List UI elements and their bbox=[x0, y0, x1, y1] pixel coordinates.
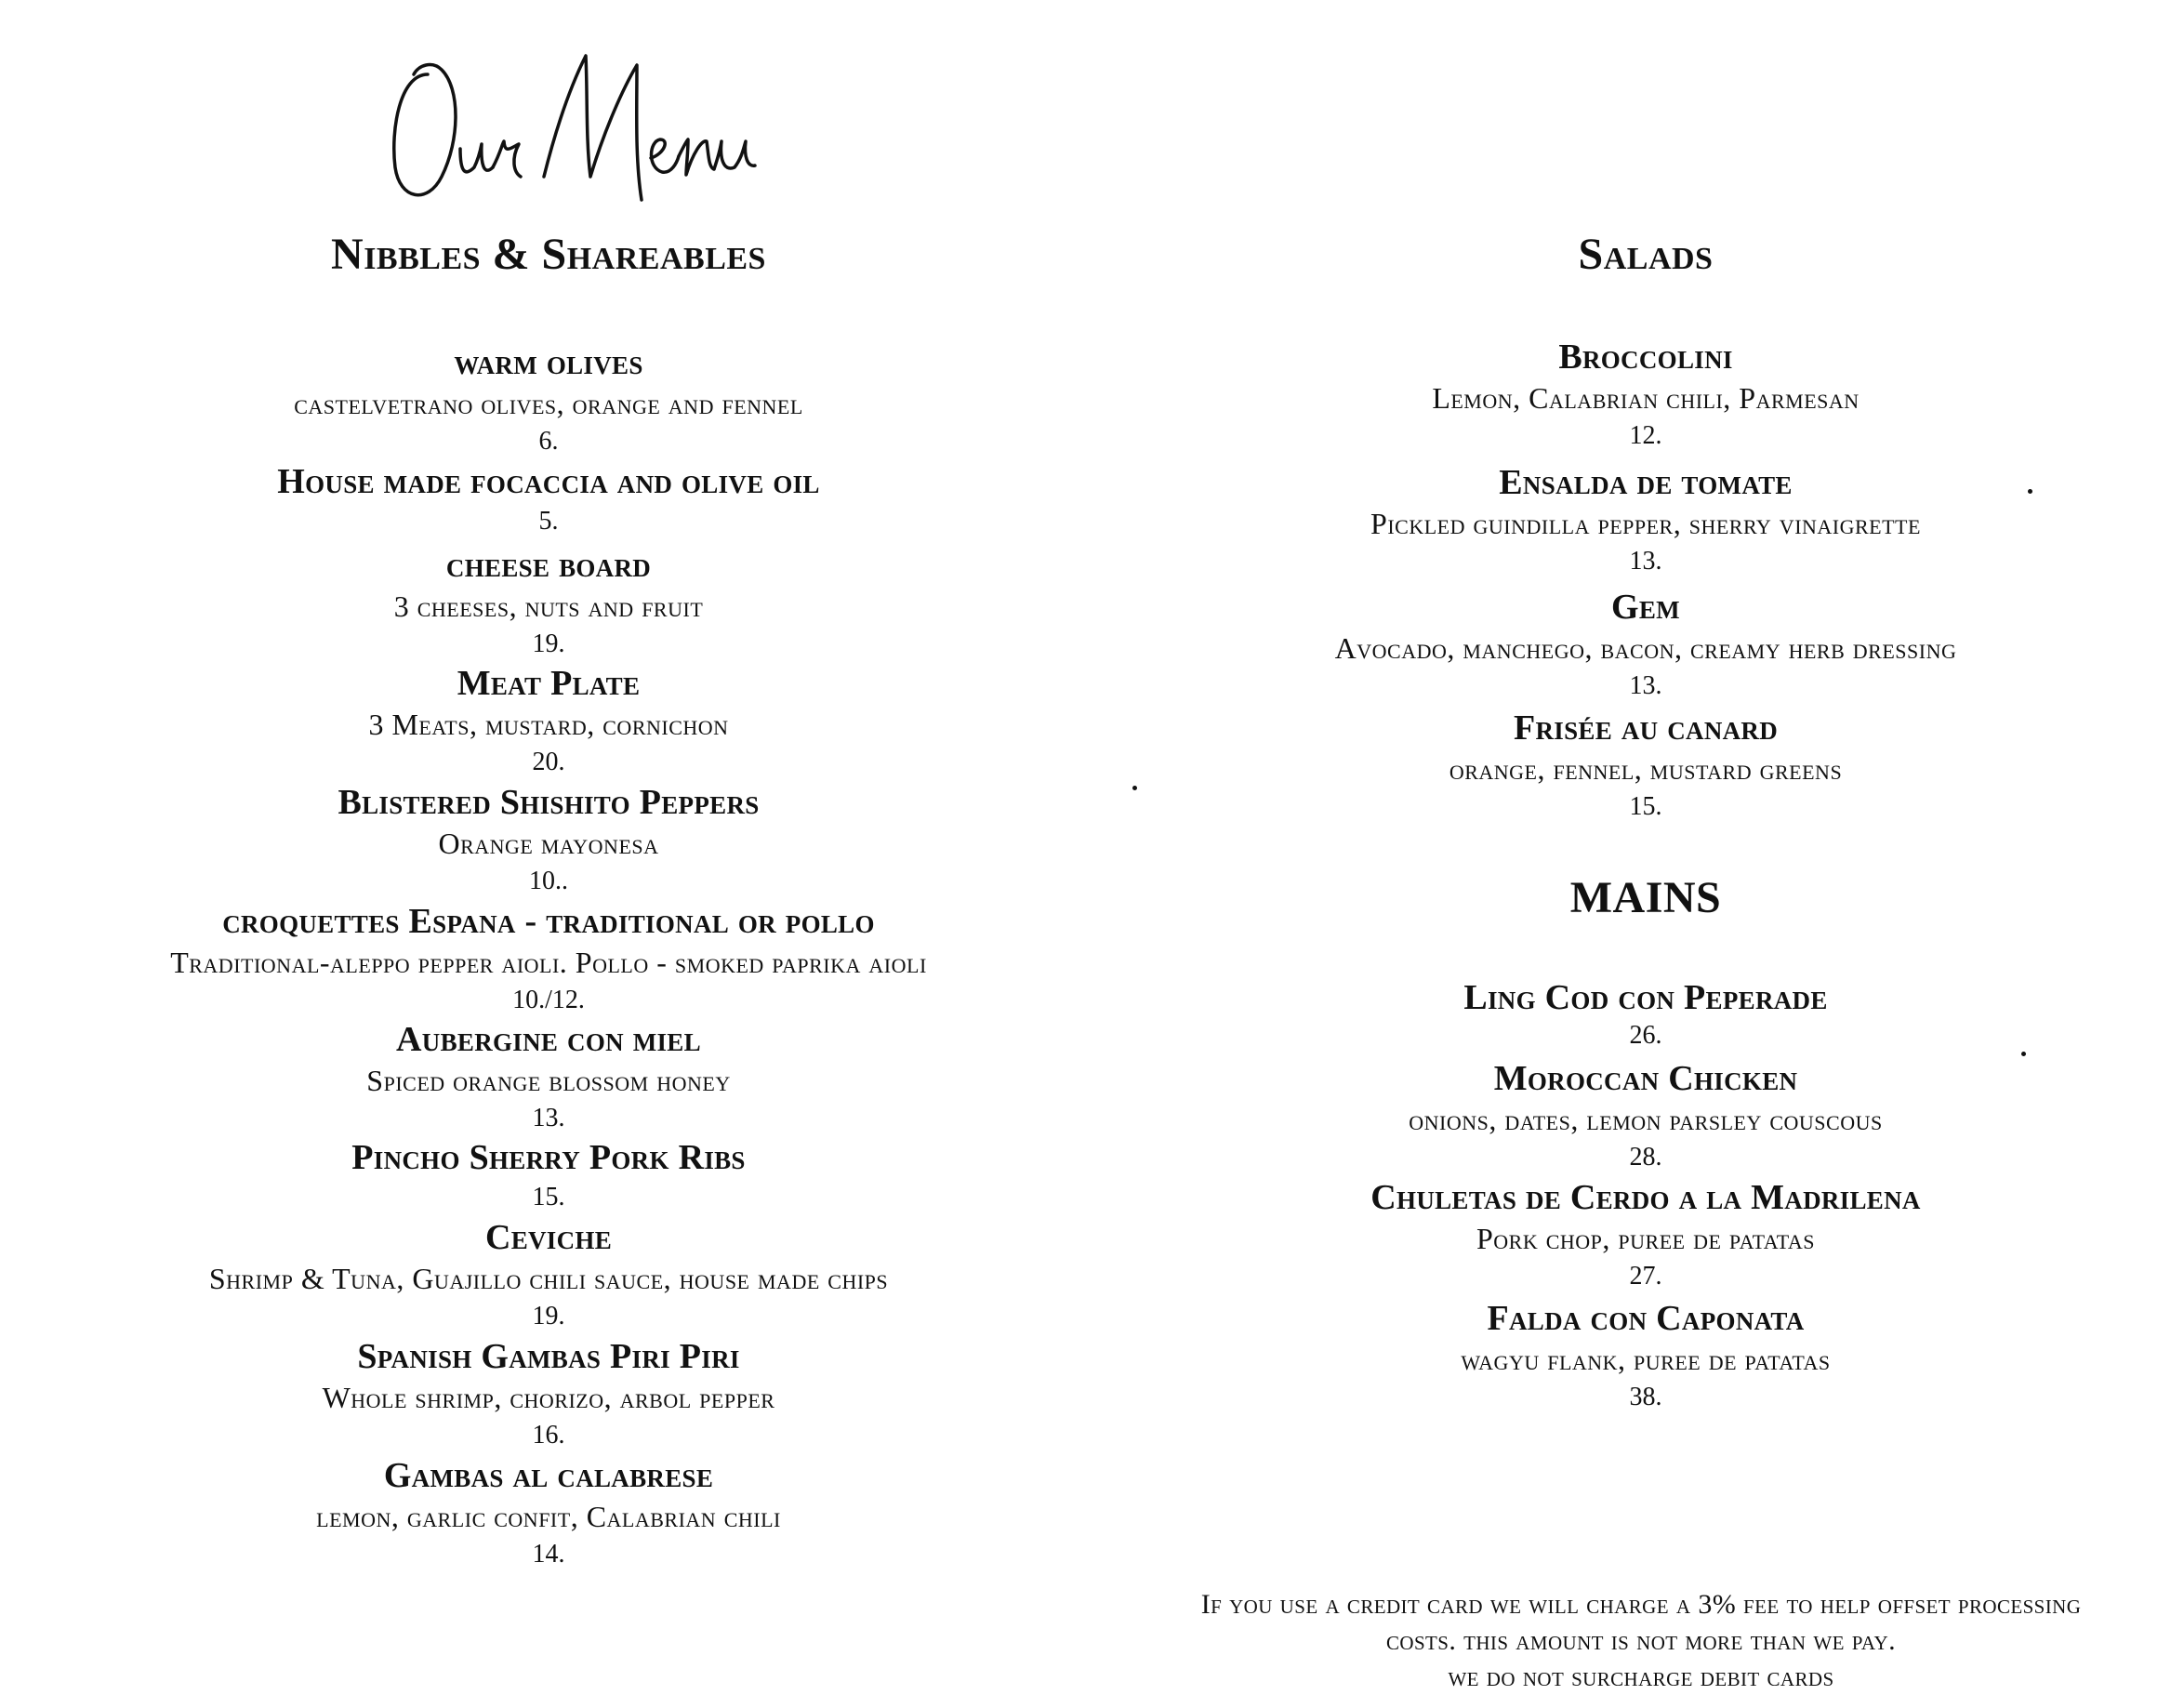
item-description: Orange mayonesa bbox=[438, 827, 659, 860]
section-heading-mains: MAINS bbox=[1569, 873, 1722, 922]
decorative-dot bbox=[2028, 489, 2032, 494]
menu-item bbox=[84, 1019, 1013, 1136]
item-description: 3 cheeses, nuts and fruit bbox=[393, 589, 704, 623]
menu-item bbox=[1181, 708, 2111, 825]
menu-item bbox=[84, 1217, 1013, 1334]
item-price: 27. bbox=[1629, 1262, 1662, 1291]
menu-item bbox=[1181, 1058, 2111, 1175]
item-description: wagyu flank, puree de patatas bbox=[1461, 1343, 1831, 1376]
section-heading-nibbles: Nibbles & Shareables bbox=[331, 230, 766, 279]
section-heading-salads: Salads bbox=[1578, 230, 1714, 279]
item-price: 12. bbox=[1629, 421, 1662, 450]
menu-item bbox=[1181, 337, 2111, 454]
item-name: Pincho Sherry Pork Ribs bbox=[351, 1138, 746, 1177]
script-title-graphic bbox=[372, 37, 800, 214]
item-price: 10./12. bbox=[512, 986, 585, 1014]
menu-item bbox=[84, 782, 1013, 899]
item-description: onions, dates, lemon parsley couscous bbox=[1409, 1103, 1883, 1136]
item-price: 10.. bbox=[529, 867, 568, 895]
item-name: croquettes Espana - traditional or pollo bbox=[222, 902, 875, 941]
item-name: Ceviche bbox=[484, 1218, 613, 1257]
item-price: 20. bbox=[532, 748, 565, 776]
menu-title bbox=[372, 37, 800, 214]
item-description: Whole shrimp, chorizo, arbol pepper bbox=[322, 1381, 775, 1414]
notice-line: we do not surcharge debit cards bbox=[1448, 1662, 1834, 1692]
item-price: 16. bbox=[532, 1421, 565, 1450]
item-name: warm olives bbox=[454, 343, 643, 382]
menu-item bbox=[1181, 1177, 2111, 1294]
item-description: Avocado, manchego, bacon, creamy herb dressing bbox=[1334, 631, 1957, 665]
item-name: Moroccan Chicken bbox=[1493, 1059, 1798, 1098]
item-description: orange, fennel, mustard greens bbox=[1449, 752, 1843, 786]
item-name: Spanish Gambas Piri Piri bbox=[357, 1337, 740, 1376]
item-name: Chuletas de Cerdo a la Madrilena bbox=[1370, 1178, 1921, 1217]
decorative-dot bbox=[1132, 786, 1137, 790]
item-name: Frisée au canard bbox=[1513, 708, 1779, 748]
item-name: Meat Plate bbox=[457, 664, 641, 703]
item-price: 5. bbox=[538, 507, 559, 536]
menu-item bbox=[1181, 587, 2111, 704]
item-description: Spiced orange blossom honey bbox=[366, 1064, 731, 1097]
menu-item bbox=[84, 342, 1013, 459]
item-description: Lemon, Calabrian chili, Parmesan bbox=[1432, 381, 1860, 415]
item-name: Ling Cod con Peperade bbox=[1463, 978, 1828, 1017]
item-name: Falda con Caponata bbox=[1487, 1299, 1805, 1338]
item-name: Ensalda de tomate bbox=[1499, 463, 1793, 502]
menu-item bbox=[1181, 977, 2111, 1053]
item-name: House made focaccia and olive oil bbox=[277, 462, 820, 501]
item-price: 13. bbox=[1629, 671, 1662, 700]
credit-card-notice bbox=[1116, 1586, 2166, 1695]
decorative-dot bbox=[2021, 1052, 2026, 1056]
item-description: Traditional-aleppo pepper aioli. Pollo - smoked paprika aioli bbox=[170, 946, 927, 979]
item-price: 15. bbox=[532, 1183, 565, 1212]
item-description: Pork chop, puree de patatas bbox=[1476, 1222, 1816, 1255]
item-name: Broccolini bbox=[1558, 338, 1733, 377]
menu-item bbox=[84, 663, 1013, 780]
item-price: 19. bbox=[532, 1302, 565, 1331]
item-price: 13. bbox=[1629, 547, 1662, 576]
item-price: 28. bbox=[1629, 1143, 1662, 1172]
item-name: Aubergine con miel bbox=[396, 1020, 701, 1059]
item-description: castelvetrano olives, orange and fennel bbox=[294, 387, 803, 420]
menu-item bbox=[84, 461, 1013, 539]
item-description: Shrimp & Tuna, Guajillo chili sauce, house made chips bbox=[208, 1262, 889, 1295]
item-price: 14. bbox=[532, 1540, 565, 1569]
menu-item bbox=[1181, 1298, 2111, 1415]
item-description: lemon, garlic confit, Calabrian chili bbox=[316, 1500, 781, 1533]
menu-item bbox=[84, 1336, 1013, 1453]
item-description: 3 Meats, mustard, cornichon bbox=[368, 708, 729, 741]
menu-item bbox=[84, 545, 1013, 662]
item-price: 15. bbox=[1629, 792, 1662, 821]
item-price: 26. bbox=[1629, 1021, 1662, 1050]
item-price: 19. bbox=[532, 629, 565, 658]
menu-item bbox=[1181, 462, 2111, 579]
item-price: 13. bbox=[532, 1104, 565, 1132]
item-name: Gambas al calabrese bbox=[383, 1456, 714, 1495]
item-name: Gem bbox=[1611, 588, 1680, 627]
notice-line: If you use a credit card we will charge a 3% fee to help offset processing bbox=[1200, 1589, 2082, 1620]
item-name: Blistered Shishito Peppers bbox=[338, 783, 760, 822]
item-description: Pickled guindilla pepper, sherry vinaigrette bbox=[1370, 507, 1921, 540]
notice-line: costs. this amount is not more than we pay. bbox=[1385, 1625, 1897, 1656]
item-name: cheese board bbox=[445, 546, 652, 585]
menu-item bbox=[84, 901, 1013, 1018]
item-price: 6. bbox=[538, 427, 559, 456]
menu-item bbox=[84, 1455, 1013, 1572]
menu-item bbox=[84, 1137, 1013, 1215]
item-price: 38. bbox=[1629, 1383, 1662, 1411]
